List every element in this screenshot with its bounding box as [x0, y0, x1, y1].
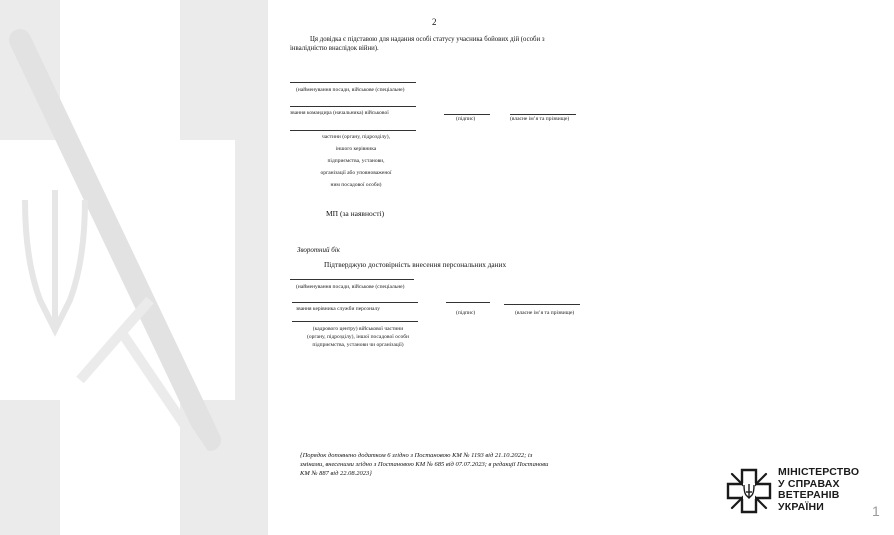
unit-line: частини (органу, підрозділу),	[321, 134, 391, 140]
caption-name: (власне ім’я та прізвище)	[510, 116, 570, 122]
footnote-line1: {Порядок доповнено додатком 6 згідно з Постановою КМ № 1193 від 21.10.2022; із	[300, 452, 533, 459]
footnote-line2: змінами, внесеними згідно з Постановою КМ № 685 від 07.07.2023; в редакції Постанови	[300, 461, 549, 468]
stamp-label: МП (за наявності)	[326, 209, 385, 218]
signature-line-rank-2	[292, 302, 418, 303]
caption-position-2: (найменування посади, військове (спеціальне)	[296, 284, 405, 290]
ministry-name-line: У СПРАВАХ	[778, 477, 840, 490]
unit-line: підприємства, установи чи організації)	[312, 342, 404, 348]
signature-line-name-2	[504, 304, 580, 305]
signature-line-sign-2	[446, 302, 490, 303]
background-watermark	[0, 0, 268, 535]
caption-rank: звання командира (начальника) військової	[290, 110, 389, 116]
signature-line-unit	[290, 130, 416, 131]
signature-line-sign	[444, 114, 490, 115]
ministry-name-line: УКРАЇНИ	[778, 500, 825, 513]
reverse-side-label: Зворотний бік	[297, 246, 340, 254]
unit-line: (кадрового центру) військової частини	[312, 326, 404, 332]
ministry-name-line: ВЕТЕРАНІВ	[778, 489, 840, 501]
caption-rank-2: звання керівника служби персоналу	[296, 306, 381, 312]
caption-name-2: (власне ім’я та прізвище)	[515, 310, 575, 316]
footnote-line3: КМ № 887 від 22.08.2023}	[300, 470, 372, 477]
caption-position: (найменування посади, військове (спеціальне)	[296, 87, 405, 93]
ministry-name-line: МІНІСТЕРСТВО	[778, 466, 860, 478]
document-page	[268, 0, 708, 535]
slide-number: 1	[872, 503, 880, 519]
page-number: 2	[432, 17, 437, 27]
confirm-text: Підтверджую достовірність внесення персональних даних	[324, 260, 507, 269]
ministry-cross-trident-icon	[726, 468, 772, 514]
signature-line-rank	[290, 106, 416, 107]
intro-text-line2: інвалідністю внаслідок війни).	[290, 45, 379, 52]
caption-signature-2: (підпис)	[456, 310, 476, 316]
unit-line: ним посадової особи)	[330, 182, 382, 188]
unit-line: підприємства, установи,	[327, 158, 385, 164]
signature-line-position-2	[290, 279, 414, 280]
unit-line: іншого керівника	[335, 146, 377, 152]
cross-sword-watermark-icon	[0, 0, 268, 535]
signature-line-unit-2	[292, 321, 418, 322]
ministry-name	[778, 467, 859, 513]
unit-line: організації або уповноваженої	[320, 170, 392, 176]
signature-line-position	[290, 82, 416, 83]
intro-text-line1: Ця довідка є підставою для надання особі статусу учасника бойових дій (особи з	[310, 36, 545, 43]
unit-line: (органу, підрозділу), іншої посадової особи	[307, 334, 409, 340]
signature-line-name	[510, 114, 576, 115]
caption-signature: (підпис)	[456, 116, 476, 122]
